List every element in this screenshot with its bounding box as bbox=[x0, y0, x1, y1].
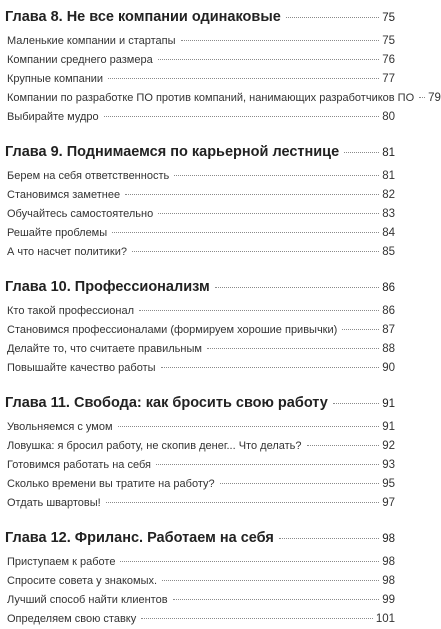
chapter-title: Глава 11. Свобода: как бросить свою работу bbox=[5, 395, 328, 411]
dot-leader bbox=[132, 251, 379, 252]
section-entry bbox=[5, 475, 395, 494]
section-title: Становимся профессионалами (формируем хорошие привычки) bbox=[7, 324, 338, 336]
chapter-block bbox=[5, 388, 395, 513]
chapter-heading-row bbox=[5, 2, 395, 32]
chapter-title: Глава 10. Профессионализм bbox=[5, 279, 210, 295]
section-entry bbox=[5, 51, 395, 70]
section-entry bbox=[5, 70, 395, 89]
section-page-number: 98 bbox=[382, 575, 395, 587]
chapter-heading-row bbox=[5, 272, 395, 302]
section-title: Спросите совета у знакомых. bbox=[7, 575, 158, 587]
section-entry bbox=[5, 553, 395, 572]
dot-leader bbox=[286, 17, 379, 18]
dot-leader bbox=[174, 175, 379, 176]
section-entry bbox=[5, 205, 395, 224]
chapter-block bbox=[5, 137, 395, 262]
section-title: Становимся заметнее bbox=[7, 189, 121, 201]
dot-leader bbox=[118, 426, 380, 427]
chapter-title: Глава 8. Не все компании одинаковые bbox=[5, 9, 281, 25]
section-title: Делайте то, что считаете правильным bbox=[7, 343, 202, 355]
section-title: Берем на себя ответственность bbox=[7, 170, 170, 182]
dot-leader bbox=[108, 78, 379, 79]
dot-leader bbox=[342, 329, 379, 330]
section-page-number: 79 bbox=[428, 92, 441, 104]
section-page-number: 101 bbox=[375, 613, 395, 625]
section-entry bbox=[5, 437, 395, 456]
dot-leader bbox=[106, 502, 379, 503]
section-title: Готовимся работать на себя bbox=[7, 459, 151, 471]
section-title: Увольняемся с умом bbox=[7, 421, 113, 433]
dot-leader bbox=[158, 59, 380, 60]
section-entry bbox=[5, 32, 395, 51]
chapter-page-number: 98 bbox=[382, 533, 395, 545]
section-title: Лучший способ найти клиентов bbox=[7, 594, 168, 606]
chapter-page-number: 81 bbox=[382, 147, 395, 159]
chapter-heading-row bbox=[5, 523, 395, 553]
chapter-page-number: 75 bbox=[382, 12, 395, 24]
section-page-number: 84 bbox=[382, 227, 395, 239]
section-entry bbox=[5, 167, 395, 186]
section-page-number: 99 bbox=[382, 594, 395, 606]
chapter-page-number: 86 bbox=[382, 282, 395, 294]
section-page-number: 90 bbox=[382, 362, 395, 374]
section-page-number: 92 bbox=[382, 440, 395, 452]
chapter-page-number: 91 bbox=[382, 398, 395, 410]
chapter-block bbox=[5, 272, 395, 378]
section-page-number: 88 bbox=[382, 343, 395, 355]
dot-leader bbox=[207, 348, 379, 349]
chapter-block bbox=[5, 2, 441, 127]
dot-leader bbox=[220, 483, 380, 484]
dot-leader bbox=[279, 538, 379, 539]
chapter-title: Глава 12. Фриланс. Работаем на себя bbox=[5, 530, 274, 546]
section-title: Компании среднего размера bbox=[7, 54, 153, 66]
chapter-heading-row bbox=[5, 388, 395, 418]
dot-leader bbox=[120, 561, 379, 562]
section-title: Приступаем к работе bbox=[7, 556, 116, 568]
section-entry bbox=[5, 243, 395, 262]
chapter-heading-row bbox=[5, 137, 395, 167]
dot-leader bbox=[125, 194, 379, 195]
section-title: Компании по разработке ПО против компаний, нанимающих разработчиков ПО bbox=[7, 92, 415, 104]
dot-leader bbox=[333, 403, 379, 404]
dot-leader bbox=[173, 599, 380, 600]
section-title: Определяем свою ставку bbox=[7, 613, 137, 625]
section-title: Ловушка: я бросил работу, не скопив денег... Что делать? bbox=[7, 440, 302, 452]
section-page-number: 77 bbox=[382, 73, 395, 85]
dot-leader bbox=[181, 40, 380, 41]
section-page-number: 86 bbox=[382, 305, 395, 317]
section-page-number: 81 bbox=[382, 170, 395, 182]
section-entry bbox=[5, 89, 441, 108]
section-page-number: 75 bbox=[382, 35, 395, 47]
section-page-number: 80 bbox=[382, 111, 395, 123]
dot-leader bbox=[161, 367, 380, 368]
section-entry bbox=[5, 572, 395, 591]
dot-leader bbox=[112, 232, 379, 233]
section-title: Отдать швартовы! bbox=[7, 497, 101, 509]
section-page-number: 85 bbox=[382, 246, 395, 258]
dot-leader bbox=[139, 310, 379, 311]
section-entry bbox=[5, 321, 395, 340]
section-page-number: 82 bbox=[382, 189, 395, 201]
section-entry bbox=[5, 224, 395, 243]
section-page-number: 83 bbox=[382, 208, 395, 220]
section-entry bbox=[5, 418, 395, 437]
section-page-number: 97 bbox=[382, 497, 395, 509]
section-title: Маленькие компании и стартапы bbox=[7, 35, 176, 47]
section-entry bbox=[5, 359, 395, 378]
section-page-number: 91 bbox=[382, 421, 395, 433]
table-of-contents bbox=[5, 2, 441, 629]
section-title: Повышайте качество работы bbox=[7, 362, 156, 374]
section-title: Крупные компании bbox=[7, 73, 104, 85]
dot-leader bbox=[104, 116, 380, 117]
dot-leader bbox=[141, 618, 373, 619]
section-title: Сколько времени вы тратите на работу? bbox=[7, 478, 215, 490]
section-title: Кто такой профессионал bbox=[7, 305, 135, 317]
section-page-number: 98 bbox=[382, 556, 395, 568]
dot-leader bbox=[158, 213, 379, 214]
section-entry bbox=[5, 302, 395, 321]
dot-leader bbox=[307, 445, 380, 446]
dot-leader bbox=[162, 580, 379, 581]
section-entry bbox=[5, 456, 395, 475]
section-page-number: 87 bbox=[382, 324, 395, 336]
chapter-title: Глава 9. Поднимаемся по карьерной лестнице bbox=[5, 144, 340, 160]
section-page-number: 76 bbox=[382, 54, 395, 66]
section-entry bbox=[5, 591, 395, 610]
section-title: Обучайтесь самостоятельно bbox=[7, 208, 154, 220]
dot-leader bbox=[419, 97, 425, 98]
section-title: А что насчет политики? bbox=[7, 246, 128, 258]
section-entry bbox=[5, 610, 395, 629]
section-title: Решайте проблемы bbox=[7, 227, 108, 239]
section-title: Выбирайте мудро bbox=[7, 111, 99, 123]
section-entry bbox=[5, 494, 395, 513]
section-entry bbox=[5, 108, 395, 127]
section-entry bbox=[5, 340, 395, 359]
section-page-number: 95 bbox=[382, 478, 395, 490]
dot-leader bbox=[156, 464, 379, 465]
dot-leader bbox=[344, 152, 379, 153]
dot-leader bbox=[215, 287, 380, 288]
section-page-number: 93 bbox=[382, 459, 395, 471]
chapter-block bbox=[5, 523, 395, 629]
section-entry bbox=[5, 186, 395, 205]
